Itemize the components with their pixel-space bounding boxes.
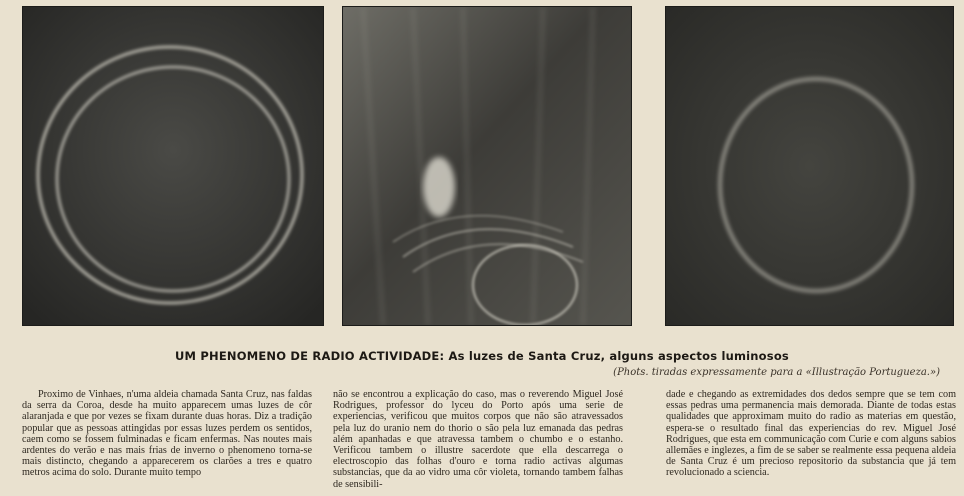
article-paragraph: não se encontrou a explicação do caso, mas o reverendo Miguel José Rodrigues, professor do lyceu do Porto após uma serie de experiencias, verificou que muitos corpos que não são atravessados pela luz do uranio nem do thorio o são pela luz emanada das pedras além apanhadas e que atravessa tambem o chumbo e o estanho. Verificou tambem o illustre sacerdote que ella descarrega o electroscopio das folhas d'ouro e torna radio activas algumas substancias, que da ao vidro uma côr violeta, tornando tambem falhas de sensibili- (333, 389, 623, 490)
article-paragraph: Proximo de Vinhaes, n'uma aldeia chamada Santa Cruz, nas faldas da serra da Coroa, desde ha muito apparecem umas luzes de côr alaranjada e que por vezes se fixam durante duas horas. Diz a tradição popular que as pessoas attingidas por essas luzes perdem os sentidos, caem como se fossem fulminadas e ficam enfermas. Nas noutes mais ardentes do verão e nas mais frias de inverno o phenomeno torna-se mais distincto, chegando a apparecerem os clarões a tres e quatro metros acima do solo. Durante muito tempo (22, 389, 312, 479)
photo-double-ring (22, 6, 324, 326)
article-column-2 (333, 389, 623, 490)
article-column-1 (22, 389, 312, 479)
photo-credit: (Phots. tiradas expressamente para a «Illustração Portugueza.») (613, 367, 940, 378)
article-column-3 (666, 389, 956, 479)
photo-caption: UM PHENOMENO DE RADIO ACTIVIDADE: As luzes de Santa Cruz, alguns aspectos luminosos (175, 349, 789, 363)
photo-streaks-rings (342, 6, 632, 326)
article-paragraph: dade e chegando as extremidades dos dedos sempre que se tem com essas pedras uma permanencia mais demorada. Diante de todas estas qualidades que approximam muito do radio as materias em questão, espera-se o resultado final das experiencias do rev. Miguel José Rodrigues, que esta em communicação com Curie e com alguns sabios allemães e inglezes, a fim de se saber se realmente essa pequena aldeia de Santa Cruz é um precioso repositorio da substancia que já tem revolucionado a sciencia. (666, 389, 956, 479)
photo-single-ring (665, 6, 954, 326)
